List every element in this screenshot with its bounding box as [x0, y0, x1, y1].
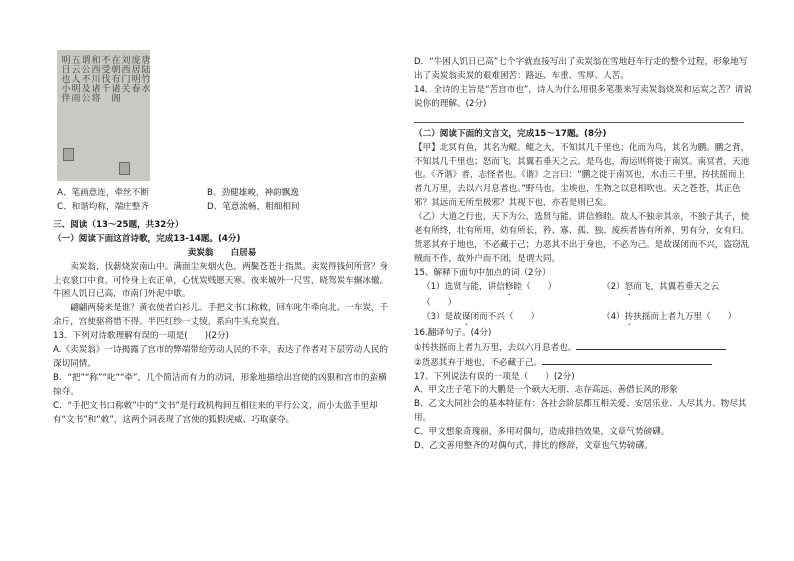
seal-mark	[119, 162, 130, 175]
passage-jia: 【甲】北冥有鱼，其名为鲲。鲲之大，不知其几千里也；化而为鸟，其名为鹏。鹏之背，不知其几千里也；怒而飞，其翼若垂天之云。是鸟也，海运则将徙于南冥。南冥者，天池也。《齐谐》者，志怪者也。《谐》之言曰：“鹏之徙于南冥也，水击三千里，抟扶摇而上者九万里，去以六月息者也。”野马也，尘埃也，生物之以息相吹也。天之苍苍，其正色邪？其远而无所至极邪？其视下也，亦若是则已矣。	[414, 142, 750, 209]
answer-line[interactable]	[542, 356, 712, 365]
option-b: B、劲健雄峻，神韵飘逸	[207, 188, 299, 198]
q13-stem: 13．下列对诗歌理解有误的一项是( )(2分)	[53, 331, 229, 342]
q15-text: 闭而不兴（ ）	[470, 311, 540, 322]
q15-stem: 15、解释下面句中加点的词（2分）	[414, 267, 551, 278]
poem-title: 卖炭翁 白居易	[187, 247, 257, 258]
q15-item-2	[602, 281, 719, 297]
q15-dotted-word: 修	[504, 281, 514, 292]
q17-stem: 17、下列说法有误的一项是（ ）(2分)	[414, 371, 575, 382]
option-d: D、笔意流畅，粗细相间	[207, 201, 300, 212]
q15-text: （4）	[602, 311, 625, 322]
option-a: A、笔画意连，牵丝不断	[57, 188, 149, 198]
part2-heading: （二）阅读下面的文言文，完成15～17题。(8分)	[414, 128, 607, 139]
q13-option-b: B．“把”“称”“叱”“牵”，几个简洁而有力的动词，形象地描绘出宫使的凶狠和宫市的蛮横掠夺。	[53, 372, 387, 397]
q15-text: （1）选贤与能，讲信	[422, 281, 505, 292]
q15-item-4	[602, 311, 736, 327]
q15-dotted-word: 谋	[461, 311, 471, 322]
q14-stem: 14．全诗的主旨是“苦宫市也”，诗人为什么用很多笔墨来写卖炭翁烧炭和运炭之苦？请说说你的理解。(2分)	[414, 84, 752, 109]
section-heading: 三、阅读（13～25题，共32分）	[53, 219, 184, 230]
q15-text: 而飞，其翼若垂天之云	[633, 281, 720, 292]
answer-line[interactable]	[576, 341, 726, 350]
q15-dotted-word: 抟	[624, 311, 634, 322]
seal-mark	[63, 148, 74, 161]
calligraphy-column: 和西川诸将	[89, 55, 100, 103]
right-column	[414, 56, 752, 454]
q16-sentence-2	[414, 356, 752, 371]
q15-item-3	[422, 311, 602, 327]
q15-text: （2）	[602, 281, 625, 292]
q15-text: 扶摇而上者九万里（ ）	[633, 311, 737, 322]
poem-paragraph: 翩翩两骑来是谁？黄衣使者白衫儿。手把文书口称敕，回车叱牛牵向北。一车炭，千余斤，宫使驱将惜不得。半匹红纱一丈绫，系向牛头充炭直。	[53, 303, 389, 328]
calligraphy-column: 谓公不及公	[79, 55, 90, 103]
q16-sentence-text: ②货恶其弃于地也，不必藏于己。	[414, 357, 543, 368]
q15-row	[414, 311, 752, 327]
calligraphy-column: 在朝有诸阁	[109, 55, 120, 103]
q17-option-d: D、乙文善用整齐的对偶句式，排比的修辞，文章也气势磅礴。	[414, 441, 653, 452]
q17-option-c: C、甲文想象奇瑰丽，多用对偶句，造成排挡效果，文章气势磅礴。	[414, 427, 670, 438]
option-c: C、和谐均称，端庄整齐	[57, 201, 149, 212]
prev-question-options	[57, 187, 391, 215]
q16-sentence-text: ①抟扶摇而上者九万里，去以六月息者也。	[414, 342, 577, 353]
q16-stem: 16.翻译句子。(4分)	[414, 327, 492, 338]
q17-option-a: A、甲文庄子笔下的大鹏是一个硕大无朋、志存高远、善借长风的形象	[414, 385, 678, 396]
calligraphy-column: 唐陆竹水	[139, 55, 150, 93]
q13-option-c: C．“手把文书口称敕”中的“文书”是行政机构间互相往来的平行公文，而小太监手里却有“文书”和“敕”，这两个词表现了宫使的狐假虎威、巧取豪夺。	[53, 400, 378, 425]
q17-option-b: B、乙文大同社会的基本特征有：各社会阶层都互相关爱、安居乐业、人尽其力、物尽其用。	[414, 399, 747, 424]
calligraphy-column: 不受伐千	[99, 55, 110, 93]
q15-row	[414, 281, 752, 297]
q13-option-a: A.《卖炭翁》一诗揭露了宫市的弊端带给劳动人民的不幸，表达了作者对下层劳动人民的深切同情。	[53, 345, 389, 370]
passage-yi: （乙）大道之行也，天下为公，选贤与能，讲信修睦。故人不独亲其亲，不独子其子，使老有所终，壮有所用，幼有所长，矜、寡、孤、独、废疾者皆有所养，男有分，女有归。货恶其弃于地也，不必藏于己；力恶其不出于身也，不必为己。是故谋闭而不兴，盗窃乱贼而不作，故外户而不闭，是谓大同。	[414, 212, 750, 264]
calligraphy-column: 庞居明春	[129, 55, 140, 93]
q13-option-d: D．“牛困人饥日已高”七个字就直接写出了卖炭翁在雪地赶车行走的整个过程，形象地写出了卖炭翁卖炭的艰难困苦：路远、车重、雪厚、人苦。	[414, 57, 748, 81]
q16-sentence-1	[414, 341, 752, 356]
q15-text: 睦（ ）	[513, 281, 557, 292]
calligraphy-column: 五云人明雨	[69, 55, 80, 103]
calligraphy-column: 明日也小伴	[59, 55, 70, 103]
part1-heading: （一）阅读下面这首诗歌，完成13-14题。(4分)	[53, 233, 241, 244]
q15-dotted-word: 怒	[624, 281, 634, 292]
calligraphy-column: 刘西门关	[119, 55, 130, 93]
poem-paragraph: 卖炭翁，伐薪烧炭南山中。满面尘灰烟火色，两鬓苍苍十指黑。卖炭得钱何所营？身上衣裳口中食。可怜身上衣正单，心忧炭贱愿天寒。夜来城外一尺雪，晓驾炭车辗冰辙。牛困人饥日已高，市南门外泥中歇。	[53, 261, 389, 300]
q15-text: （3）是故	[422, 311, 462, 322]
calligraphy-image	[57, 50, 150, 181]
q15-item-2-tail: （ ）	[422, 297, 457, 308]
left-column	[53, 50, 391, 428]
q15-item-1	[422, 281, 602, 297]
answer-line[interactable]	[414, 116, 744, 123]
